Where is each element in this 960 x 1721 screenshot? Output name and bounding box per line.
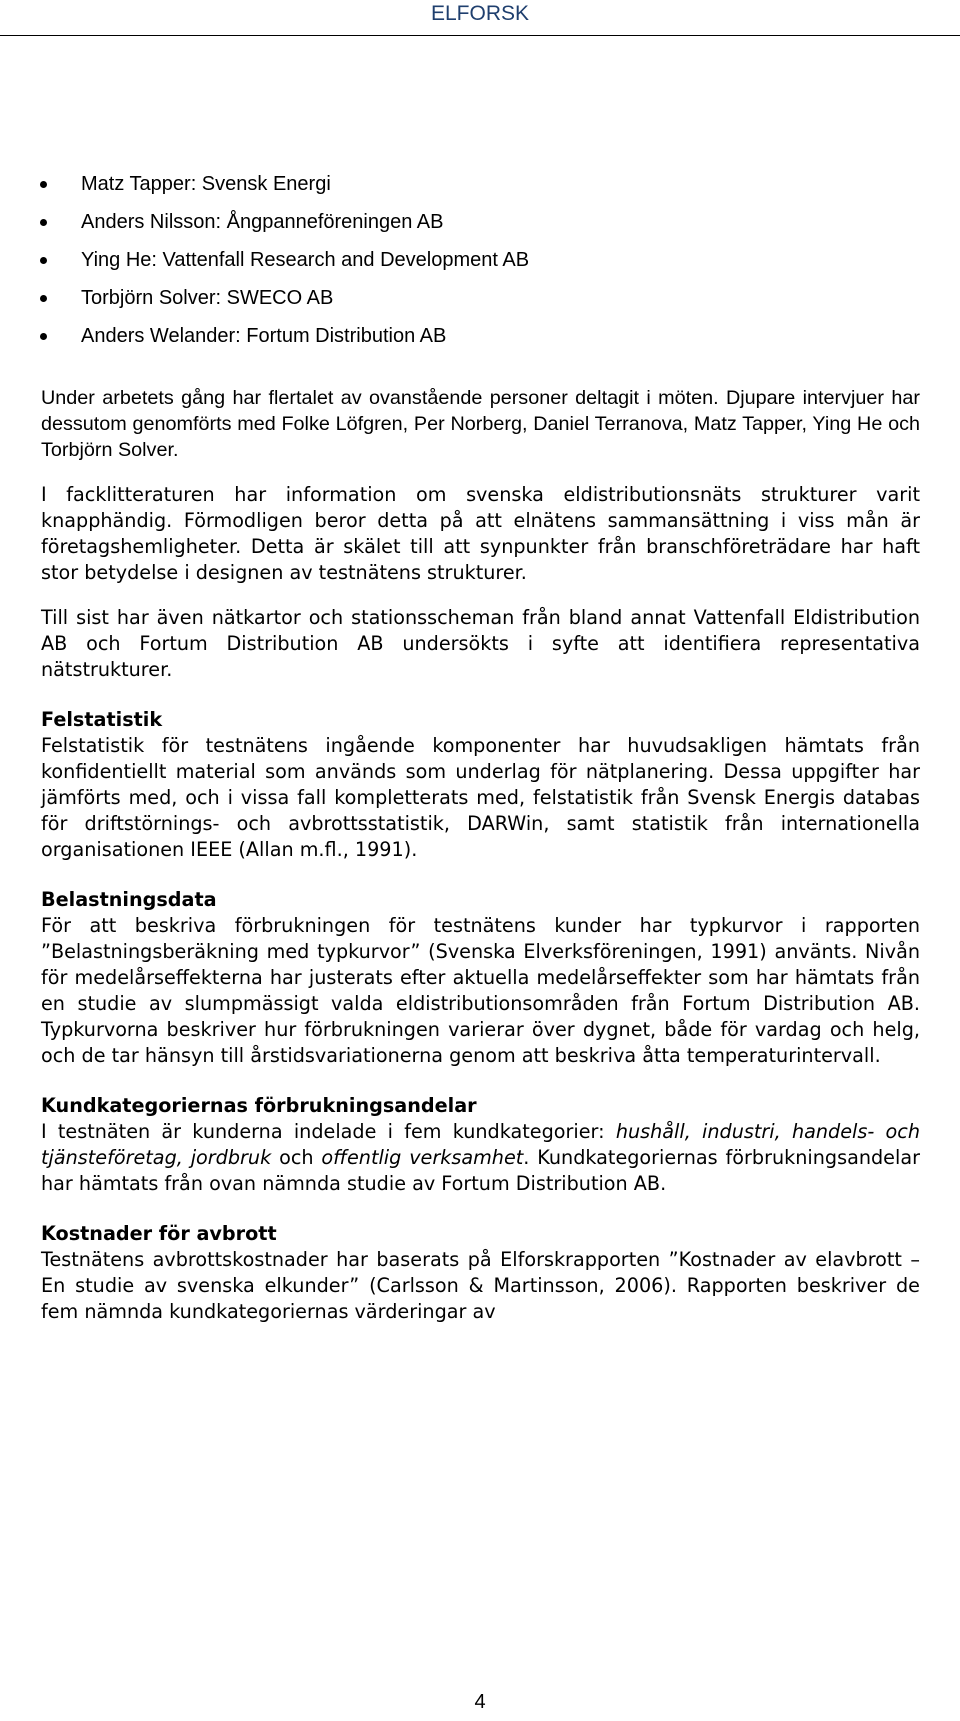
list-item-text: Anders Welander: Fortum Distribution AB (81, 325, 447, 347)
kundkategorier-category-public: offentlig verksamhet (321, 1146, 524, 1169)
bullet-icon (40, 181, 47, 188)
bullet-icon (40, 219, 47, 226)
body-content (41, 385, 920, 1325)
paragraph-belastningsdata: För att beskriva förbrukningen för testnätens kunder har typkurvor i rapporten ”Belastningsberäkning med typkurvor” (Svenska Elverksföreningen, 1991) använts. Nivån för medelårseffekterna har justerats efter aktuella medelårseffekter som har hämtats från en studie av slumpmässigt valda eldistributionsområden från Fortum Distribution AB. Typkurvorna beskriver hur förbrukningen varierar över dygnet, både för vardag och helg, och de tar hänsyn till årstidsvariationerna genom att beskriva åtta temperaturintervall. (41, 914, 920, 1067)
kundkategorier-och: och (279, 1146, 314, 1169)
list-item-text: Ying He: Vattenfall Research and Development AB (81, 249, 530, 271)
bullet-icon (40, 333, 47, 340)
list-item-text: Anders Nilsson: Ångpanneföreningen AB (81, 211, 444, 233)
paragraph-kundkategorier (41, 1119, 920, 1197)
list-item (40, 324, 940, 362)
kundkategorier-rest: . Kundkategoriernas förbrukningsandelar har hämtats från ovan nämnda studie av Fortum Distribution AB. (41, 1146, 920, 1195)
list-item (40, 248, 940, 286)
heading-felstatistik: Felstatistik (41, 708, 163, 731)
kundkategorier-intro: I testnäten är kunderna indelade i fem kundkategorier: (41, 1120, 605, 1143)
paragraph-network-maps: Till sist har även nätkartor och stationsscheman från bland annat Vattenfall Eldistribution AB och Fortum Distribution AB undersökts i syfte att identifiera representativa nätstrukturer. (41, 606, 920, 681)
paragraph-meetings: Under arbetets gång har flertalet av ovanstående personer deltagit i möten. Djupare intervjuer har dessutom genomförts med Folke Löfgren, Per Norberg, Daniel Terranova, Matz Tapper, Ying He och Torbjörn Solver. (41, 387, 920, 461)
paragraph-felstatistik: Felstatistik för testnätens ingående komponenter har huvudsakligen hämtats från konfidentiellt material som används som underlag för nätplanering. Dessa uppgifter har jämförts med, och i vissa fall kompletterats med, felstatistik från Svensk Energis databas för driftstörnings- och avbrottsstatistik, DARWin, samt statistik från internationella organisationen IEEE (Allan m.fl., 1991). (41, 734, 920, 861)
list-item-text: Matz Tapper: Svensk Energi (81, 173, 331, 195)
heading-belastningsdata: Belastningsdata (41, 888, 217, 911)
list-item (40, 210, 940, 248)
bullet-icon (40, 257, 47, 264)
list-item (40, 172, 940, 210)
list-item (40, 286, 940, 324)
heading-kostnader: Kostnader för avbrott (41, 1222, 277, 1245)
kundkategorier-categories: hushåll, industri, handels- och tjänsteföretag, jordbruk (41, 1120, 920, 1169)
paragraph-kostnader: Testnätens avbrottskostnader har baserats på Elforskrapporten ”Kostnader av elavbrott – En studie av svenska elkunder” (Carlsson & Martinsson, 2006). Rapporten beskriver de fem nämnda kundkategoriernas värderingar av (41, 1248, 920, 1323)
paragraph-literature: I facklitteraturen har information om svenska eldistributionsnäts strukturer varit knapphändig. Förmodligen beror detta på att elnätens sammansättning i viss mån är företagshemligheter. Detta är skälet till att synpunkter från branschföreträdare har haft stor betydelse i designen av testnätens strukturer. (41, 483, 920, 584)
header-divider (0, 35, 960, 36)
running-header-title: ELFORSK (430, 2, 530, 25)
participant-list (40, 172, 940, 362)
bullet-icon (40, 295, 47, 302)
list-item-text: Torbjörn Solver: SWECO AB (81, 287, 334, 309)
heading-kundkategorier: Kundkategoriernas förbrukningsandelar (41, 1094, 477, 1117)
page-number: 4 (474, 1691, 486, 1713)
